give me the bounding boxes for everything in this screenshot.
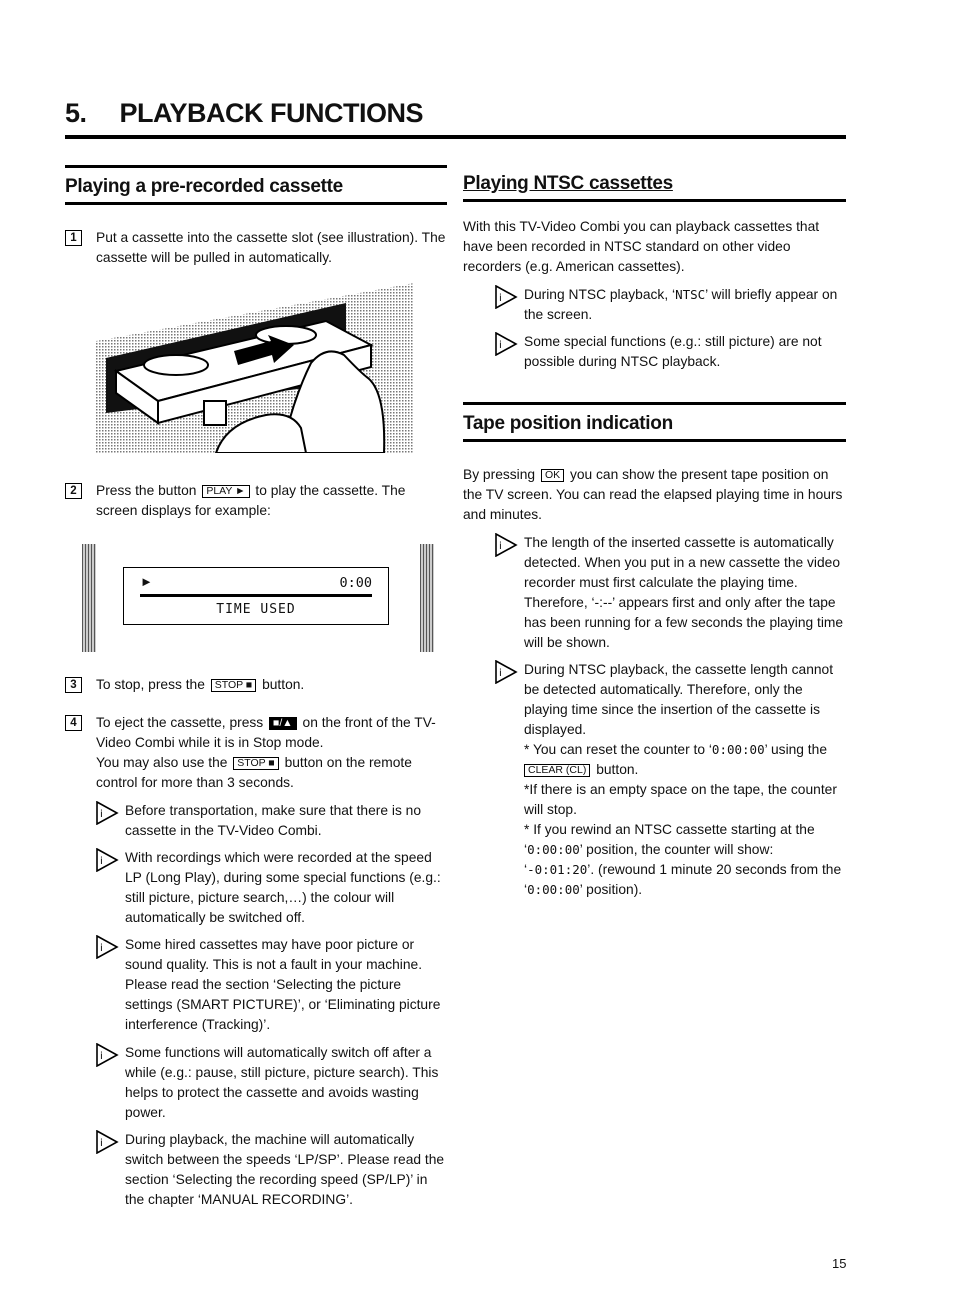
svg-text:i: i (100, 809, 103, 820)
section-heading-ntsc (463, 165, 846, 202)
note-text: During NTSC playback, the cassette length cannot be detected automatically. Therefore, only the playing time since the insertion of the cassette is displayed. (524, 662, 834, 737)
osd-code: 0:00:00 (527, 842, 580, 857)
step-3 (65, 675, 447, 695)
eject-key: ■/▲ (269, 717, 297, 730)
clear-key: CLEAR (CL) (524, 764, 590, 777)
chapter-number: 5. (65, 98, 87, 128)
note-text-part: During NTSC playback, ‘ (524, 287, 676, 302)
note-text: Some hired cassettes may have poor picture or sound quality. This is not a fault in your machine. Please read the section ‘Selecting the picture settings (SMART PICTURE)’, or ‘Eliminating picture interference (Tracking)’. (125, 937, 441, 1032)
note-text-part: button. (596, 762, 639, 777)
ok-key: OK (541, 469, 564, 482)
tape-intro-part: you can show the present tape position on the TV screen. You can read the elapsed playing time in hours and minutes. (463, 467, 843, 522)
info-note (494, 332, 846, 372)
info-note (95, 1130, 447, 1210)
note-text: With recordings which were recorded at the speed LP (Long Play), during some special functions (e.g.: still picture, picture search,…) the colour will automatically be switched off. (125, 850, 441, 925)
note-text: Some functions will automatically switch off after a while (e.g.: pause, still picture, picture search). This helps to protect the cassette and avoids wasting power. (125, 1045, 439, 1120)
section-heading-text: Playing a pre-recorded cassette (65, 176, 343, 197)
play-symbol-icon: ► (140, 574, 153, 589)
info-icon (494, 332, 518, 356)
screen-edge-right (420, 544, 434, 652)
svg-text:i: i (100, 1138, 103, 1149)
osd-code: -0:01:20 (527, 862, 588, 877)
osd-progress-bar (140, 594, 372, 597)
step-text-part: on the front of the TV-Video Combi while it is in Stop mode. (96, 715, 436, 750)
info-icon (95, 801, 119, 825)
svg-text:i: i (100, 1051, 103, 1062)
step-text-part: to play the cassette. The screen displays for example: (96, 483, 406, 518)
rewind-text: * If you rewind an NTSC cassette starting at the ‘0:00:00’ position, the counter will show: ‘-0:01:20’. (rewound 1 minute 20 seconds from the ‘0:00:00’ position). (524, 822, 842, 897)
info-icon (494, 660, 518, 684)
step-number: 4 (65, 715, 82, 731)
note-text-part: * If you rewind an NTSC cassette starting at the (524, 822, 815, 837)
note-text-part: ’. (rewound 1 minute 20 seconds from the ‘ (524, 862, 842, 897)
note-text: During playback, the machine will automatically switch between the speeds ‘LP/SP’. Please read the section ‘Selecting the recording speed (SP/LP)’ in the chapter ‘MANUAL RECORDING’. (125, 1132, 445, 1207)
svg-text:i: i (100, 943, 103, 954)
svg-text:i: i (499, 541, 502, 552)
svg-text:i: i (499, 293, 502, 304)
info-note (95, 848, 447, 928)
info-icon (494, 285, 518, 309)
stop-key: STOP ■ (211, 679, 256, 692)
step-number: 3 (65, 677, 82, 693)
note-text (524, 285, 846, 325)
step-text: Put a cassette into the cassette slot (see illustration). The cassette will be pulled in automatically. (96, 230, 446, 265)
ntsc-intro: With this TV-Video Combi you can playback cassettes that have been recorded in NTSC standard on other video recorders (e.g. American cassettes). (463, 219, 820, 274)
chapter-title: PLAYBACK FUNCTIONS (119, 98, 423, 128)
step-text (96, 481, 447, 521)
info-note (95, 1043, 447, 1123)
info-note (95, 935, 447, 1035)
step-text-part: To stop, press the (96, 677, 205, 692)
info-icon (95, 848, 119, 872)
step-text-part: To eject the cassette, press (96, 715, 264, 730)
step-4 (65, 713, 447, 793)
step-text (96, 675, 447, 695)
tape-intro-part: By pressing (463, 467, 536, 482)
note-text-part: ’ will briefly appear on the screen. (524, 287, 838, 322)
note-text-part: ’ position). (579, 882, 643, 897)
osd-code: NTSC (675, 287, 706, 302)
step-text-part: Press the button (96, 483, 197, 498)
info-note (95, 801, 447, 841)
osd-box (123, 567, 389, 625)
chapter-heading (65, 98, 846, 139)
page-number: 15 (832, 1256, 847, 1271)
stop-key: STOP ■ (233, 757, 278, 770)
svg-text:i: i (499, 668, 502, 679)
step-number: 1 (65, 230, 82, 246)
note-text: The length of the inserted cassette is automatically detected. When you put in a new cassette the video recorder must first calculate the playing time. Therefore, ‘-:--’ appears first and only after the tape has been running for a few seconds the playing time will be shown. (524, 535, 844, 650)
info-note (494, 660, 846, 900)
osd-code: 0:00:00 (527, 882, 580, 897)
note-body (524, 660, 846, 900)
step-text-part: button on the remote control for more than 3 seconds. (96, 755, 412, 790)
note-text-part: ’ position, the counter will show: (579, 842, 774, 857)
osd-code: 0:00:00 (711, 742, 765, 757)
info-note (494, 533, 846, 653)
note-text: Some special functions (e.g.: still picture) are not possible during NTSC playback. (524, 334, 822, 369)
info-note (494, 285, 846, 325)
step-text (96, 713, 447, 793)
step-number: 2 (65, 483, 82, 499)
section-heading-playing-cassette (65, 165, 447, 205)
empty-space-text: *If there is an empty space on the tape, the counter will stop. (524, 782, 837, 817)
svg-text:i: i (100, 856, 103, 867)
step-text-part: button. (262, 677, 305, 692)
info-icon (95, 1043, 119, 1067)
section-heading-text: Playing NTSC cassettes (463, 173, 673, 194)
cassette-insert-illustration (96, 283, 414, 453)
screen-display-example (82, 544, 434, 652)
section-heading-text: Tape position indication (463, 413, 673, 434)
osd-time: 0:00 (339, 575, 372, 591)
step-1 (65, 228, 447, 268)
note-text-part: * You can reset the counter to ‘ (524, 742, 712, 757)
step-2 (65, 481, 447, 521)
step-text-part: You may also use the (96, 755, 228, 770)
reset-counter-text (524, 740, 846, 780)
note-text-part: ’ using the (764, 742, 827, 757)
note-text: Before transportation, make sure that there is no cassette in the TV-Video Combi. (125, 803, 422, 838)
info-icon (95, 1130, 119, 1154)
play-key: PLAY ► (202, 485, 249, 498)
info-icon (95, 935, 119, 959)
svg-text:i: i (499, 340, 502, 351)
section-heading-tape-position (463, 402, 846, 442)
osd-label: TIME USED (216, 602, 296, 617)
info-icon (494, 533, 518, 557)
tape-intro (463, 465, 846, 525)
screen-edge-left (82, 544, 96, 652)
